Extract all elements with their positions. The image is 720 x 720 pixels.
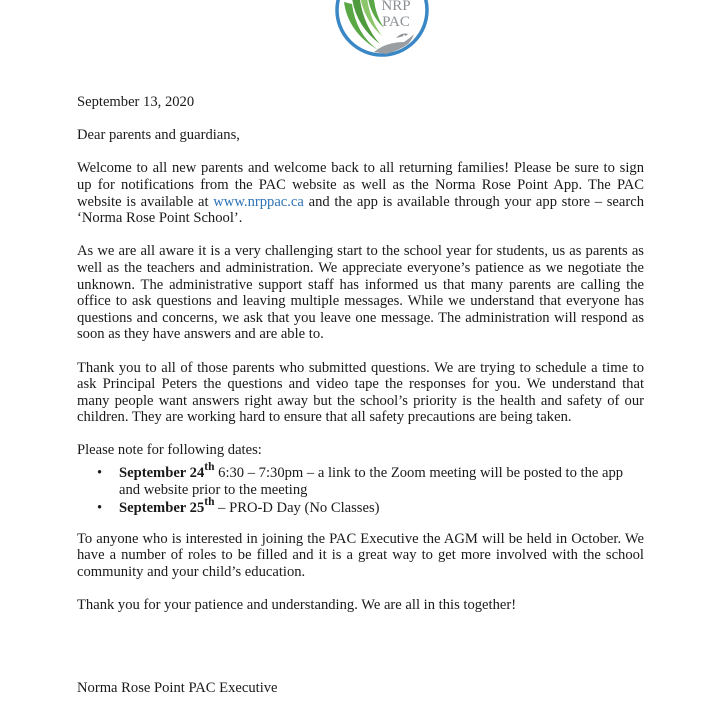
nrp-pac-logo xyxy=(334,0,430,58)
closing-line: Thank you for your patience and understanding. We are all in this together! xyxy=(77,597,517,614)
pac-website-link[interactable]: www.nrppac.ca xyxy=(213,193,304,210)
date-item-pro-d xyxy=(97,496,644,517)
welcome-text-end: and the app is available through your app store – search ‘Norma Rose Point School’. xyxy=(77,193,644,227)
date-suffix: th xyxy=(204,461,215,474)
date-label: September 24 xyxy=(119,465,205,482)
signature: Norma Rose Point PAC Executive xyxy=(77,680,278,696)
dates-intro: Please note for following dates: xyxy=(77,442,262,459)
date-detail: – PRO-D Day (No Classes) xyxy=(214,500,380,517)
svg-text:NRP: NRP xyxy=(381,0,411,14)
bullet-icon: • xyxy=(97,465,103,482)
challenging-start-paragraph: As we are all aware it is a very challenging start to the school year for students, us as parents as well as the teachers and administration. We appreciate everyone’s patience as we negotiate the unknown. The administrative support staff has informed us that many parents are calling the office to ask questions and leaving multiple messages. While we understand that everyone has questions and concerns, we ask that you leave one message. The administration will respond as soon as they have answers and are able to. xyxy=(77,243,644,343)
bullet-icon: • xyxy=(97,500,103,517)
welcome-paragraph xyxy=(77,160,644,226)
date-label: September 25 xyxy=(119,500,205,517)
dates-list xyxy=(77,461,644,517)
pac-executive-paragraph: To anyone who is interested in joining the PAC Executive the AGM will be held in October. We have a number of roles to be filled and it is a great way to get more involved with the school community and your child’s education. xyxy=(77,530,644,581)
date-detail: 6:30 – 7:30pm – a link to the Zoom meeting will be posted to the app and website prior to the meeting xyxy=(119,465,624,498)
letter-date: September 13, 2020 xyxy=(77,94,195,110)
svg-text:PAC: PAC xyxy=(382,14,410,30)
nrp-pac-logo-icon xyxy=(334,0,430,58)
questions-paragraph: Thank you to all of those parents who submitted questions. We are trying to schedule a time to ask Principal Peters the questions and video tape the responses for you. We understand that many people want answers right away but the school’s priority is the health and safety of our children. They are working hard to ensure that all safety precautions are being taken. xyxy=(77,359,644,426)
welcome-text: Welcome to all new parents and welcome back to all returning families! Please be sure to sign up for notifications from the PAC website as well as the Norma Rose Point App. The PAC website is available at xyxy=(77,160,644,210)
letter-body xyxy=(77,94,644,630)
salutation: Dear parents and guardians, xyxy=(77,127,240,144)
date-item-agm-zoom xyxy=(97,461,644,498)
date-suffix: th xyxy=(204,496,215,509)
